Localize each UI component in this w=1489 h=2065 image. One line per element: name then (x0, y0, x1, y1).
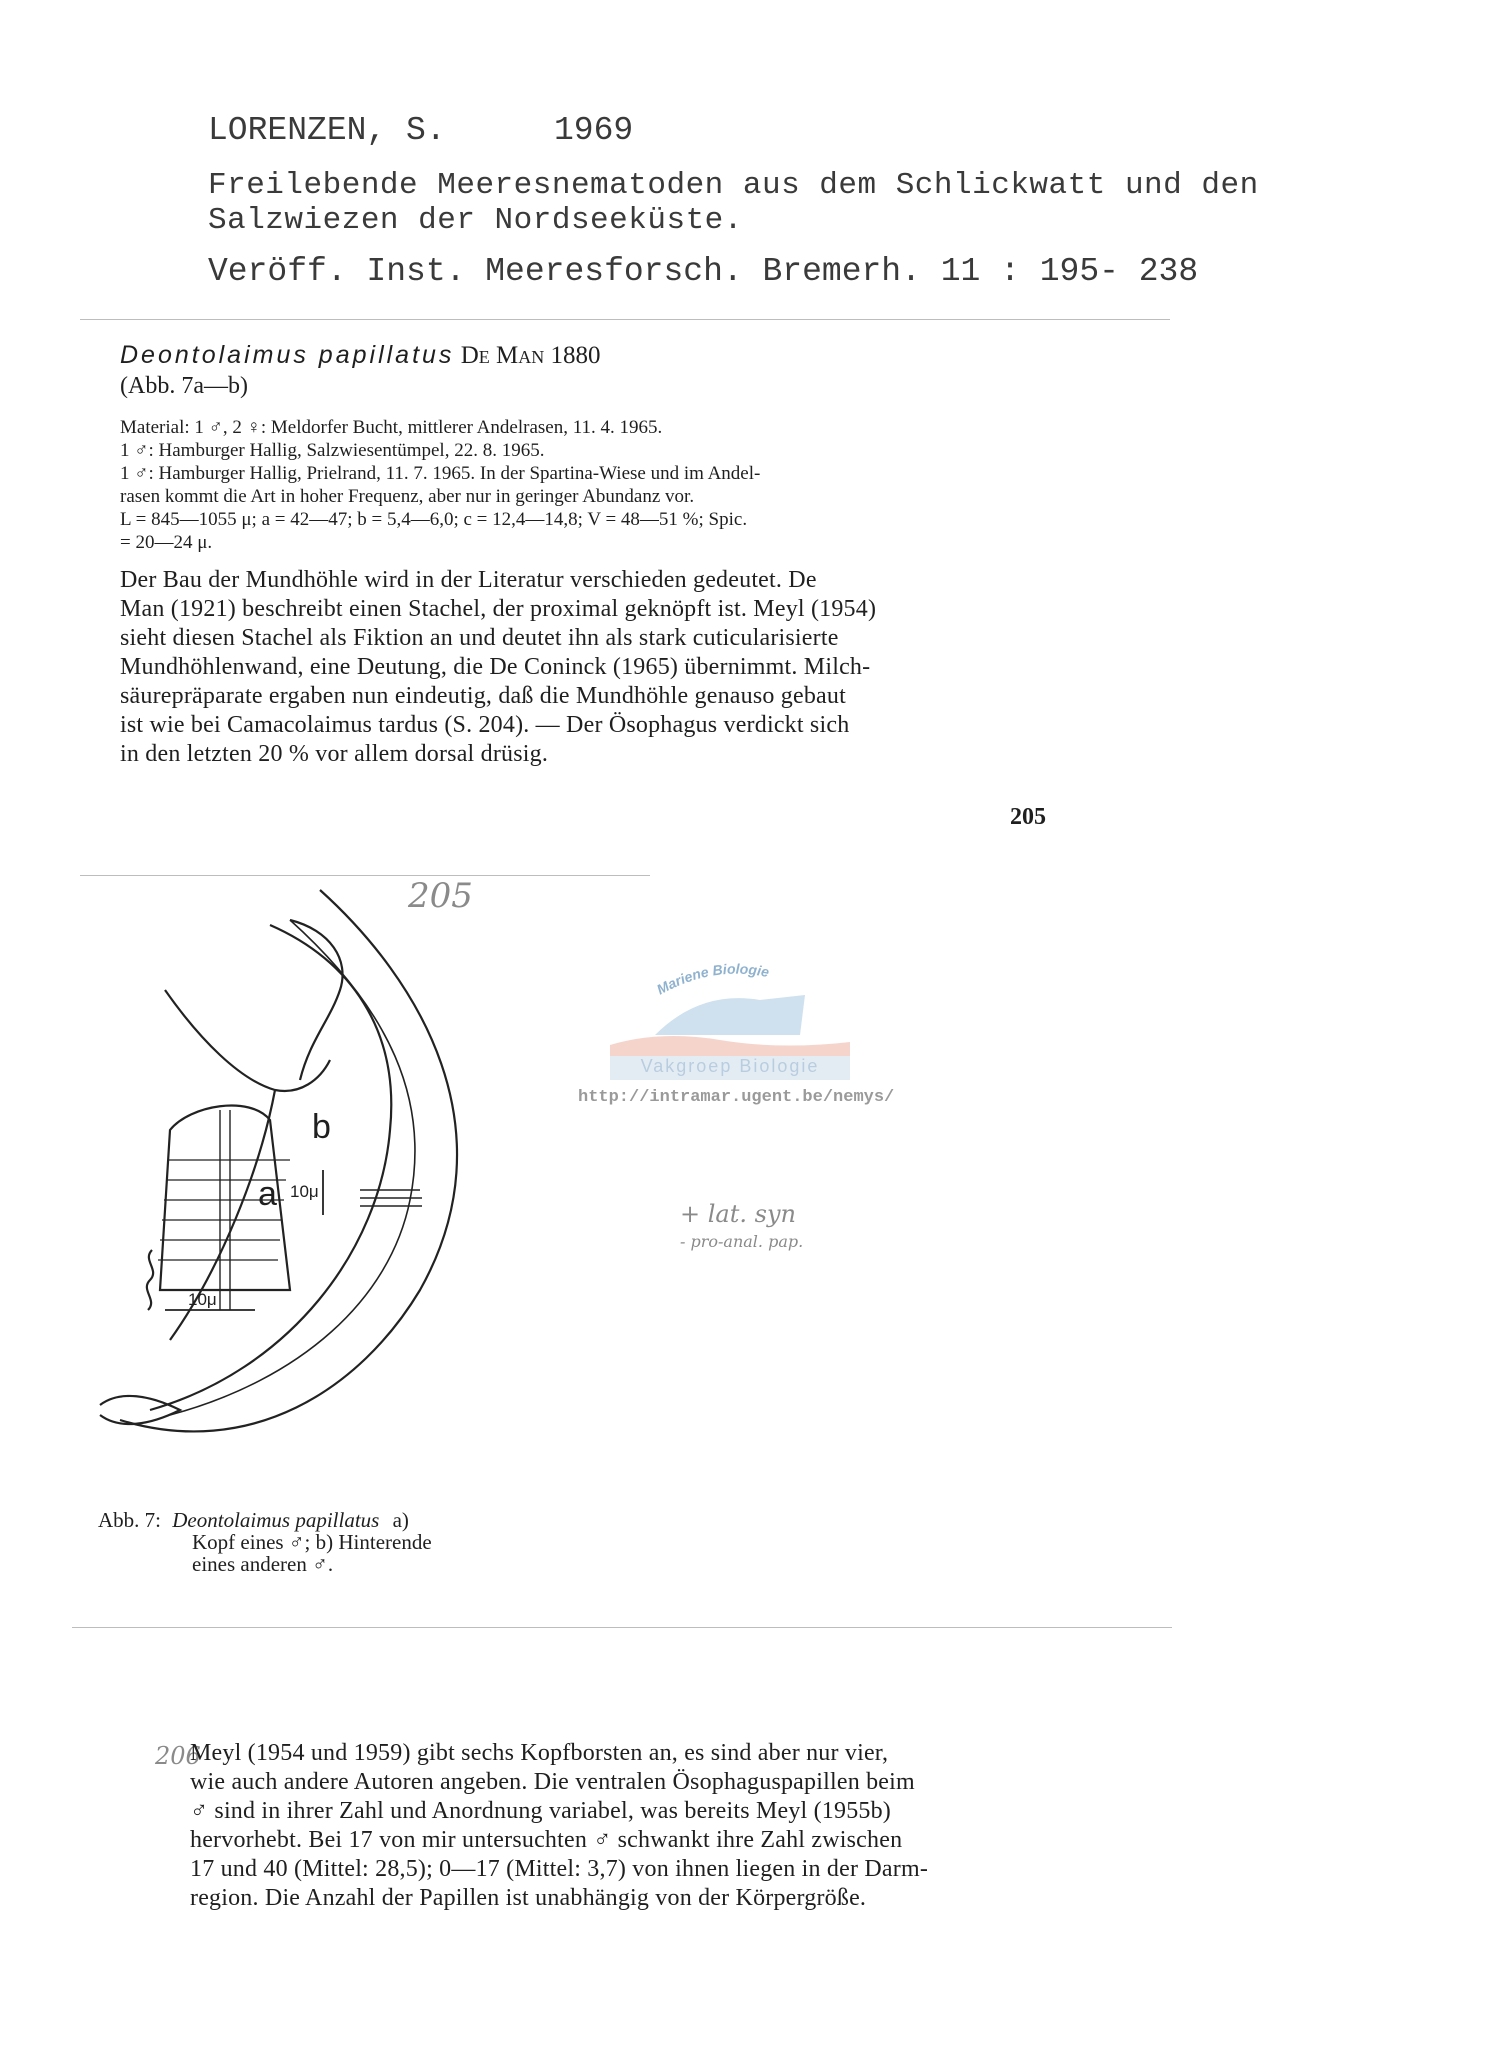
material-line: L = 845—1055 μ; a = 42—47; b = 5,4—6,0; c = 12,4—14,8; V = 48—51 %; Spic. (120, 509, 748, 530)
tail-inner-curve (170, 920, 415, 1415)
citation-author: LORENZEN, S. (208, 112, 446, 149)
paragraph-line: sieht diesen Stachel als Fiktion an und deutet ihn als stark cuticularisierte (120, 625, 839, 651)
watermark-url: http://intramar.ugent.be/nemys/ (578, 1088, 895, 1107)
oesophagus-lines (220, 1110, 230, 1310)
tail-tip (100, 1396, 180, 1424)
paragraph-line: Mundhöhlenwand, eine Deutung, die De Coninck (1965) übernimmt. Milch- (120, 654, 871, 680)
paragraph-line: Man (1921) beschreibt einen Stachel, der proximal geknöpft ist. Meyl (1954) (120, 596, 877, 622)
handwritten-note-line1: + lat. syn (680, 1200, 796, 1228)
watermark-ship-shape (655, 995, 805, 1035)
citation-title-line1: Freilebende Meeresnematoden aus dem Schlickwatt und den (208, 168, 1259, 203)
paragraph-line: ist wie bei Camacolaimus tardus (S. 204). — Der Ösophagus verdickt sich (120, 712, 850, 738)
page-number: 205 (1010, 804, 1046, 830)
tail-outer-curve (120, 890, 457, 1431)
handwritten-note-line2: - pro-anal. pap. (680, 1232, 804, 1251)
scale-label-a: 10μ (188, 1290, 217, 1309)
caption-line: Kopf eines ♂; b) Hinterende (192, 1530, 432, 1554)
handwritten-page-note: 205 (408, 876, 473, 916)
citation-title-line2: Salzwiezen der Nordseeküste. (208, 203, 743, 238)
citation-year: 1969 (554, 112, 634, 149)
paragraph-1 (120, 566, 1060, 769)
caption-line (98, 1509, 432, 1531)
paragraph-line: in den letzten 20 % vor allem dorsal drüsig. (120, 741, 549, 767)
paragraph-2 (190, 1739, 1150, 1913)
caption-species: Deontolaimus papillatus (172, 1508, 380, 1532)
figure-caption (98, 1509, 432, 1575)
figure-svg (90, 870, 650, 1470)
divider-bottom (72, 1627, 1172, 1628)
watermark-band: Vakgroep Biologie (610, 1056, 850, 1080)
paragraph-line: säurepräparate ergaben nun eindeutig, daß die Mundhöhle genauso gebaut (120, 683, 846, 709)
material-line: Material: 1 ♂, 2 ♀: Meldorfer Bucht, mittlerer Andelrasen, 11. 4. 1965. (120, 417, 663, 438)
caption-prefix: Abb. 7: (98, 1508, 161, 1532)
caption-line: eines anderen ♂. (192, 1552, 334, 1576)
tail-mid-curve (150, 925, 391, 1410)
paragraph-line: ♂ sind in ihrer Zahl und Anordnung variabel, was bereits Meyl (1955b) (190, 1798, 891, 1824)
paragraph-line: Meyl (1954 und 1959) gibt sechs Kopfborsten an, es sind aber nur vier, (190, 1740, 889, 1766)
figure-reference: (Abb. 7a—b) (120, 373, 248, 399)
material-line: rasen kommt die Art in hoher Frequenz, aber nur in geringer Abundanz vor. (120, 486, 695, 507)
figure-label-a: a (258, 1175, 277, 1213)
figure-label-b: b (312, 1108, 331, 1146)
paragraph-line: region. Die Anzahl der Papillen ist unabhängig von der Körpergröße. (190, 1885, 867, 1911)
material-line: 1 ♂: Hamburger Hallig, Prielrand, 11. 7. 1965. In der Spartina-Wiese und im Andel- (120, 463, 761, 484)
body-contour (165, 990, 330, 1091)
divider-top (80, 319, 1170, 320)
species-authority-year: 1880 (550, 342, 601, 369)
material-block (120, 416, 1060, 554)
citation-journal: Veröff. Inst. Meeresforsch. Bremerh. 11 : 195- 238 (208, 253, 1199, 290)
watermark-arc-text: Mariene Biologie (653, 960, 771, 998)
paragraph-line: wie auch andere Autoren angeben. Die ventralen Ösophaguspapillen beim (190, 1769, 915, 1795)
scale-label-b: 10μ (290, 1182, 319, 1201)
caption-suffix: a) (392, 1508, 409, 1532)
material-line: = 20—24 μ. (120, 532, 213, 553)
figure-drawing (90, 870, 650, 1470)
species-name: Deontolaimus papillatus (120, 341, 455, 369)
species-authority-man: Man (496, 342, 545, 369)
material-line: 1 ♂: Hamburger Hallig, Salzwiesentümpel, 22. 8. 1965. (120, 440, 545, 461)
species-heading (120, 341, 600, 370)
papillae-outline (147, 1250, 153, 1310)
paragraph-line: Der Bau der Mundhöhle wird in der Literatur verschieden gedeutet. De (120, 567, 817, 593)
paragraph-line: 17 und 40 (Mittel: 28,5); 0—17 (Mittel: 3,7) von ihnen liegen in der Darm- (190, 1856, 929, 1882)
handwritten-page-206: 206 (155, 1742, 201, 1770)
paragraph-line: hervorhebt. Bei 17 von mir untersuchten ♂ schwankt ihre Zahl zwischen (190, 1827, 903, 1853)
species-authority-de: De (460, 342, 490, 369)
inner-contour (170, 1090, 275, 1340)
